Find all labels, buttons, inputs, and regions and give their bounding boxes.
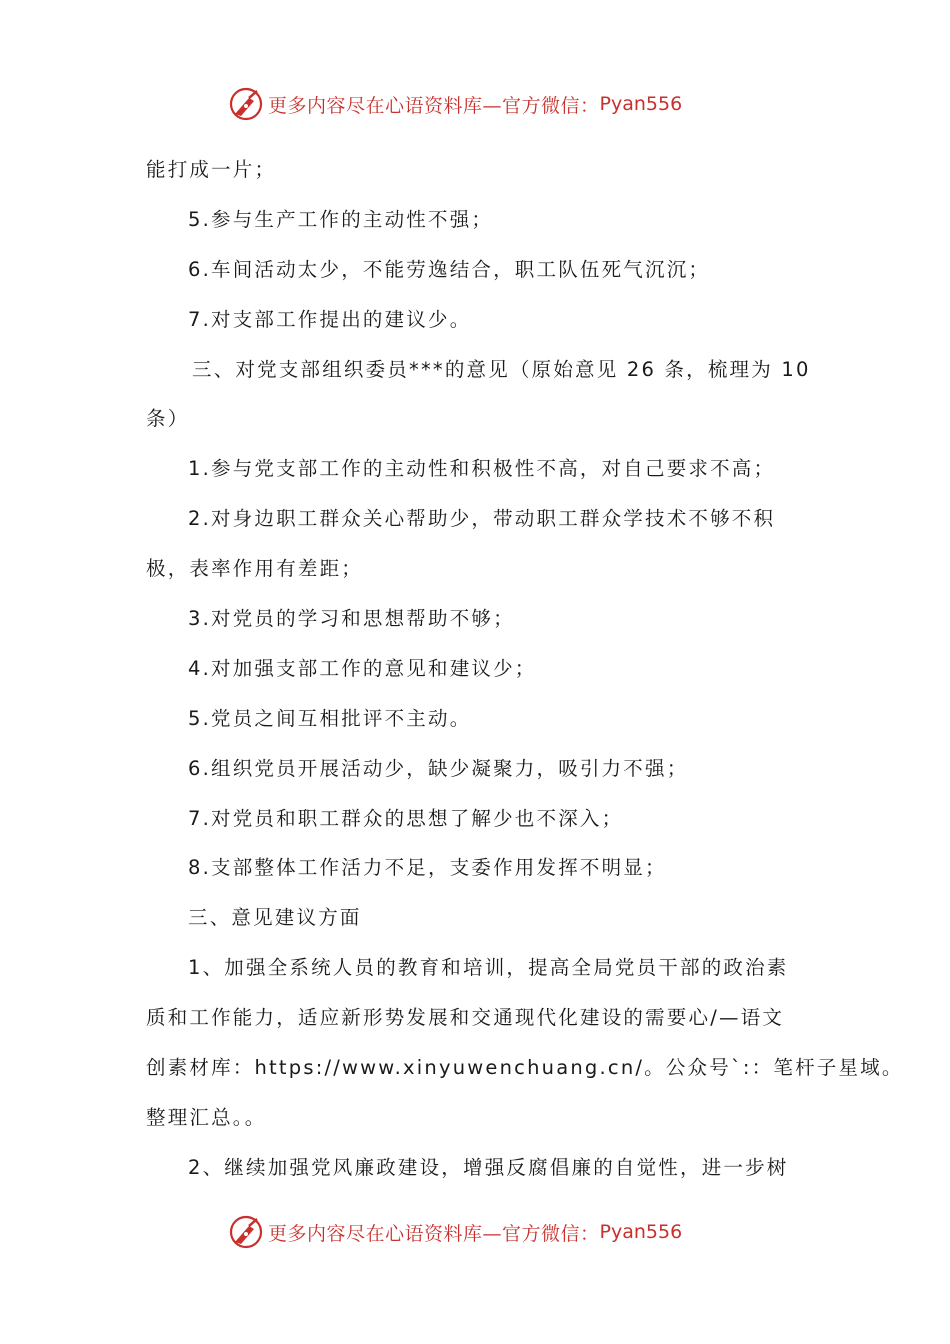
- text-line: 1、加强全系统人员的教育和培训，提高全局党员干部的政治素: [188, 956, 789, 980]
- text-line: 7.对党员和职工群众的思想了解少也不深入；: [188, 806, 624, 830]
- text-line: 创素材库：https://www.xinyuwenchuang.cn/。公众号`:：笔杆子星域。: [146, 1056, 904, 1080]
- text-line: 5.参与生产工作的主动性不强；: [188, 207, 494, 231]
- text-line: 2.对身边职工群众关心帮助少，带动职工群众学技术不够不积: [188, 507, 776, 531]
- pen-nib-circle-icon: [228, 1214, 264, 1250]
- text-line: 8.支部整体工作活力不足，支委作用发挥不明显；: [188, 856, 667, 880]
- footer-banner: [228, 1212, 728, 1252]
- wechat-id: Pyan556: [599, 1221, 683, 1243]
- text-line: 1.参与党支部工作的主动性和积极性不高，对自己要求不高；: [188, 457, 776, 481]
- text-line: 质和工作能力，适应新形势发展和交通现代化建设的需要心/—语文: [146, 1006, 785, 1030]
- text-line: 7.对支部工作提出的建议少。: [188, 307, 472, 331]
- wechat-id: Pyan556: [599, 93, 683, 115]
- text-line: 6.组织党员开展活动少，缺少凝聚力，吸引力不强；: [188, 756, 689, 780]
- banner-text: 更多内容尽在心语资料库—官方微信：: [268, 1222, 600, 1245]
- text-line: 4.对加强支部工作的意见和建议少；: [188, 656, 537, 680]
- section-heading: 三、意见建议方面: [188, 906, 362, 930]
- text-line: 极，表率作用有差距；: [146, 557, 364, 581]
- text-line: 整理汇总。。: [146, 1105, 267, 1129]
- header-banner: [228, 84, 728, 124]
- text-line: 2、继续加强党风廉政建设，增强反腐倡廉的自觉性，进一步树: [188, 1155, 789, 1179]
- pen-nib-circle-icon: [228, 86, 264, 122]
- text-line: 5.党员之间互相批评不主动。: [188, 706, 472, 730]
- document-body: [146, 152, 904, 1200]
- text-line: 能打成一片；: [146, 158, 277, 181]
- banner-text: 更多内容尽在心语资料库—官方微信：: [268, 94, 600, 117]
- text-line: 6.车间活动太少，不能劳逸结合，职工队伍死气沉沉；: [188, 257, 711, 281]
- text-line: 3.对党员的学习和思想帮助不够；: [188, 607, 515, 631]
- text-line: 条）: [146, 407, 190, 431]
- section-heading: 三、对党支部组织委员***的意见（原始意见 26 条，梳理为 10: [192, 357, 811, 381]
